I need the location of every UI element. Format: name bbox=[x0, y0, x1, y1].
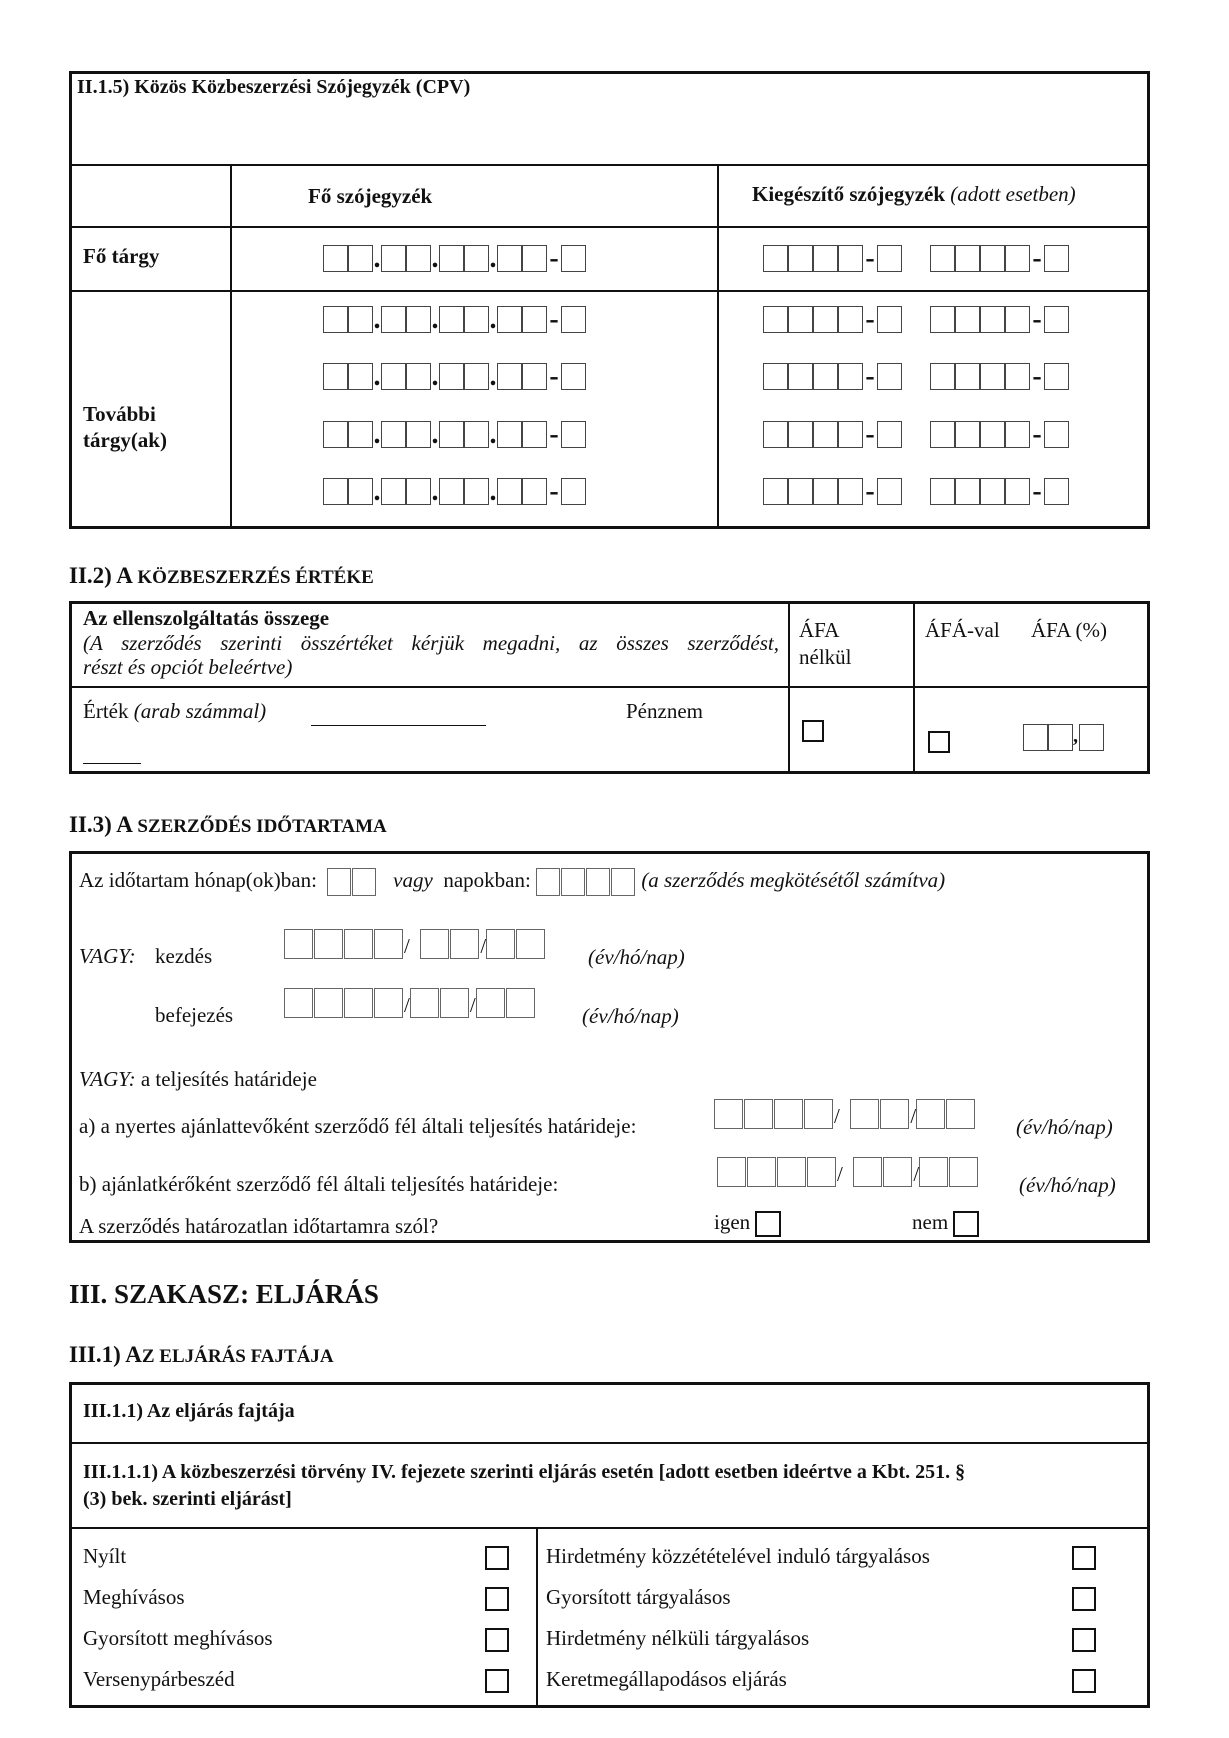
option-restricted-checkbox[interactable] bbox=[485, 1587, 509, 1611]
option-accelerated-restricted[interactable] bbox=[83, 1626, 273, 1651]
slash: / bbox=[469, 993, 476, 1017]
divider bbox=[717, 164, 719, 529]
slash: / bbox=[404, 934, 410, 958]
slash: / bbox=[910, 1104, 917, 1128]
start-label: kezdés bbox=[155, 944, 213, 968]
vat-excl-label-2: nélkül bbox=[799, 645, 852, 669]
option-open[interactable] bbox=[83, 1544, 126, 1569]
start-date-input[interactable] bbox=[284, 929, 546, 959]
section-title: SZERZŐDÉS IDŐTARTAMA bbox=[137, 816, 387, 837]
vat-pct-label: ÁFA (%) bbox=[1031, 618, 1108, 642]
divider bbox=[913, 601, 915, 774]
cpv-additional-code[interactable]: . . . - bbox=[323, 474, 586, 508]
end-label: befejezés bbox=[155, 1003, 234, 1027]
option-label: Hirdetmény közzétételével induló tárgyalásos bbox=[546, 1544, 930, 1568]
deadline-row: VAGY: a teljesítés határideje bbox=[79, 1067, 317, 1091]
currency-label: Pénznem bbox=[626, 699, 703, 723]
option-label: Versenypárbeszéd bbox=[83, 1667, 235, 1691]
days-digit[interactable] bbox=[586, 868, 610, 896]
option-accelerated-negotiated-checkbox[interactable] bbox=[1072, 1587, 1096, 1611]
decimal-separator: , bbox=[1073, 725, 1078, 747]
vat-excl-label-1: ÁFA bbox=[799, 618, 840, 642]
slash: / bbox=[404, 993, 410, 1017]
section-title: Z ELJÁRÁS FAJTÁJA bbox=[141, 1346, 334, 1367]
section-num: II.3) A bbox=[69, 812, 132, 837]
yes-checkbox[interactable] bbox=[755, 1211, 781, 1237]
deadline-a-format: (év/hó/nap) bbox=[1016, 1115, 1113, 1139]
days-label: napokban: bbox=[443, 868, 531, 892]
amount-note-2: részt és opciót beleértve) bbox=[83, 655, 293, 679]
vat-excl-checkbox[interactable] bbox=[802, 720, 824, 742]
days-note: (a szerződés megkötésétől számítva) bbox=[641, 868, 946, 892]
or-caps-start: VAGY: bbox=[79, 944, 136, 968]
section-title: KÖZBESZERZÉS ÉRTÉKE bbox=[137, 567, 374, 588]
section-num: II.2) A bbox=[69, 563, 132, 588]
start-date-format: (év/hó/nap) bbox=[588, 945, 685, 969]
divider bbox=[536, 1527, 538, 1708]
cpv-additional-supp-code[interactable]: - - bbox=[763, 417, 1069, 451]
vat-pct-input[interactable] bbox=[1023, 720, 1104, 752]
currency-input-line[interactable] bbox=[83, 763, 141, 764]
procedure-subheading-1: III.1.1.1) A közbeszerzési törvény IV. fejezete szerinti eljárás esetén [adott esetben ideértve a Kbt. 251. § bbox=[83, 1461, 966, 1483]
yes-label: igen bbox=[714, 1210, 751, 1234]
section-heading-duration bbox=[69, 812, 387, 838]
option-competitive-dialogue[interactable] bbox=[83, 1667, 235, 1692]
divider bbox=[69, 1527, 1150, 1529]
amount-note-1: (A szerződés szerinti összértéket kérjük megadni, az összes szerződést, bbox=[83, 631, 779, 655]
option-restricted[interactable] bbox=[83, 1585, 185, 1610]
col-supp-note: (adott esetben) bbox=[950, 182, 1076, 206]
days-digit[interactable] bbox=[611, 868, 635, 896]
indefinite-question: A szerződés határozatlan időtartamra szól? bbox=[79, 1214, 439, 1238]
months-label: Az időtartam hónap(ok)ban: bbox=[79, 868, 317, 892]
cpv-additional-supp-code[interactable]: - - bbox=[763, 302, 1069, 336]
option-competitive-dialogue-checkbox[interactable] bbox=[485, 1669, 509, 1693]
end-date-input[interactable] bbox=[284, 988, 536, 1018]
section-heading-procedure-type bbox=[69, 1342, 334, 1368]
days-digit[interactable] bbox=[536, 868, 560, 896]
deadline-a-label: a) a nyertes ajánlattevőként szerződő fél általi teljesítés határideje: bbox=[79, 1114, 637, 1138]
cpv-additional-code[interactable]: . . . - bbox=[323, 417, 586, 451]
deadline-b-format: (év/hó/nap) bbox=[1019, 1173, 1116, 1197]
col-header-main: Fő szójegyzék bbox=[308, 184, 433, 208]
value-label-text: Érték bbox=[83, 699, 129, 723]
option-negotiated-without-notice[interactable] bbox=[546, 1626, 809, 1651]
deadline-label: a teljesítés határideje bbox=[140, 1067, 317, 1091]
option-label: Keretmegállapodásos eljárás bbox=[546, 1667, 787, 1691]
cpv-additional-supp-code[interactable]: - - bbox=[763, 474, 1069, 508]
deadline-b-input[interactable] bbox=[717, 1157, 979, 1187]
slash: / bbox=[837, 1162, 843, 1186]
cpv-main-code[interactable]: . . . - bbox=[323, 241, 586, 275]
option-accelerated-restricted-checkbox[interactable] bbox=[485, 1628, 509, 1652]
cpv-additional-code[interactable]: . . . - bbox=[323, 359, 586, 393]
indefinite-no-option[interactable] bbox=[912, 1210, 979, 1237]
or-text: vagy bbox=[393, 868, 433, 892]
slash: / bbox=[913, 1162, 920, 1186]
col-header-supplementary bbox=[752, 182, 1076, 207]
value-label bbox=[83, 699, 266, 724]
section-title-procedure: III. SZAKASZ: ELJÁRÁS bbox=[69, 1279, 379, 1309]
row-label-additional-1: További bbox=[83, 402, 156, 426]
option-negotiated-with-notice-checkbox[interactable] bbox=[1072, 1546, 1096, 1570]
no-checkbox[interactable] bbox=[953, 1211, 979, 1237]
months-digit[interactable] bbox=[327, 868, 351, 896]
option-label: Meghívásos bbox=[83, 1585, 185, 1609]
cpv-additional-code[interactable]: . . . - bbox=[323, 302, 586, 336]
option-label: Gyorsított tárgyalásos bbox=[546, 1585, 731, 1609]
option-label: Gyorsított meghívásos bbox=[83, 1626, 273, 1650]
value-input-line[interactable] bbox=[311, 725, 486, 726]
procedure-subheading-2: (3) bek. szerinti eljárást] bbox=[83, 1488, 292, 1510]
option-framework-agreement[interactable] bbox=[546, 1667, 787, 1692]
option-negotiated-without-notice-checkbox[interactable] bbox=[1072, 1628, 1096, 1652]
duration-months-row bbox=[79, 868, 945, 896]
option-accelerated-negotiated[interactable] bbox=[546, 1585, 731, 1610]
row-label-main: Fő tárgy bbox=[83, 244, 160, 268]
section-num: III.1) A bbox=[69, 1342, 142, 1367]
vat-incl-label: ÁFÁ-val bbox=[925, 618, 1000, 642]
option-label: Nyílt bbox=[83, 1544, 127, 1568]
divider bbox=[69, 1442, 1150, 1444]
or-caps: VAGY bbox=[79, 1067, 129, 1091]
divider bbox=[69, 686, 1150, 688]
divider bbox=[788, 601, 790, 774]
days-digit[interactable] bbox=[561, 868, 585, 896]
procedure-box-heading: III.1.1) Az eljárás fajtája bbox=[83, 1400, 295, 1422]
cpv-additional-supp-code[interactable]: - - bbox=[763, 359, 1069, 393]
or-caps: VAGY bbox=[79, 944, 129, 968]
amount-label: Az ellenszolgáltatás összege bbox=[83, 606, 330, 630]
value-label-note: (arab számmal) bbox=[133, 699, 267, 723]
deadline-a-input[interactable] bbox=[714, 1099, 976, 1129]
row-label-additional-2: tárgy(ak) bbox=[83, 428, 167, 452]
cpv-supp-code[interactable]: - - bbox=[763, 241, 1069, 275]
slash: / bbox=[480, 934, 487, 958]
cpv-heading: II.1.5) Közös Közbeszerzési Szójegyzék (CPV) bbox=[77, 76, 471, 98]
slash: / bbox=[834, 1104, 840, 1128]
no-label: nem bbox=[912, 1210, 949, 1234]
section-heading-value bbox=[69, 563, 374, 589]
months-digit[interactable] bbox=[352, 868, 376, 896]
option-label: Hirdetmény nélküli tárgyalásos bbox=[546, 1626, 810, 1650]
end-date-format: (év/hó/nap) bbox=[582, 1004, 679, 1028]
option-negotiated-with-notice[interactable] bbox=[546, 1544, 930, 1569]
option-framework-agreement-checkbox[interactable] bbox=[1072, 1669, 1096, 1693]
vat-incl-checkbox[interactable] bbox=[928, 731, 950, 753]
option-open-checkbox[interactable] bbox=[485, 1546, 509, 1570]
indefinite-yes-option[interactable] bbox=[714, 1210, 781, 1237]
col-supp-label: Kiegészítő szójegyzék bbox=[752, 182, 946, 206]
deadline-b-label: b) ajánlatkérőként szerződő fél általi teljesítés határideje: bbox=[79, 1172, 559, 1196]
divider bbox=[230, 164, 232, 529]
